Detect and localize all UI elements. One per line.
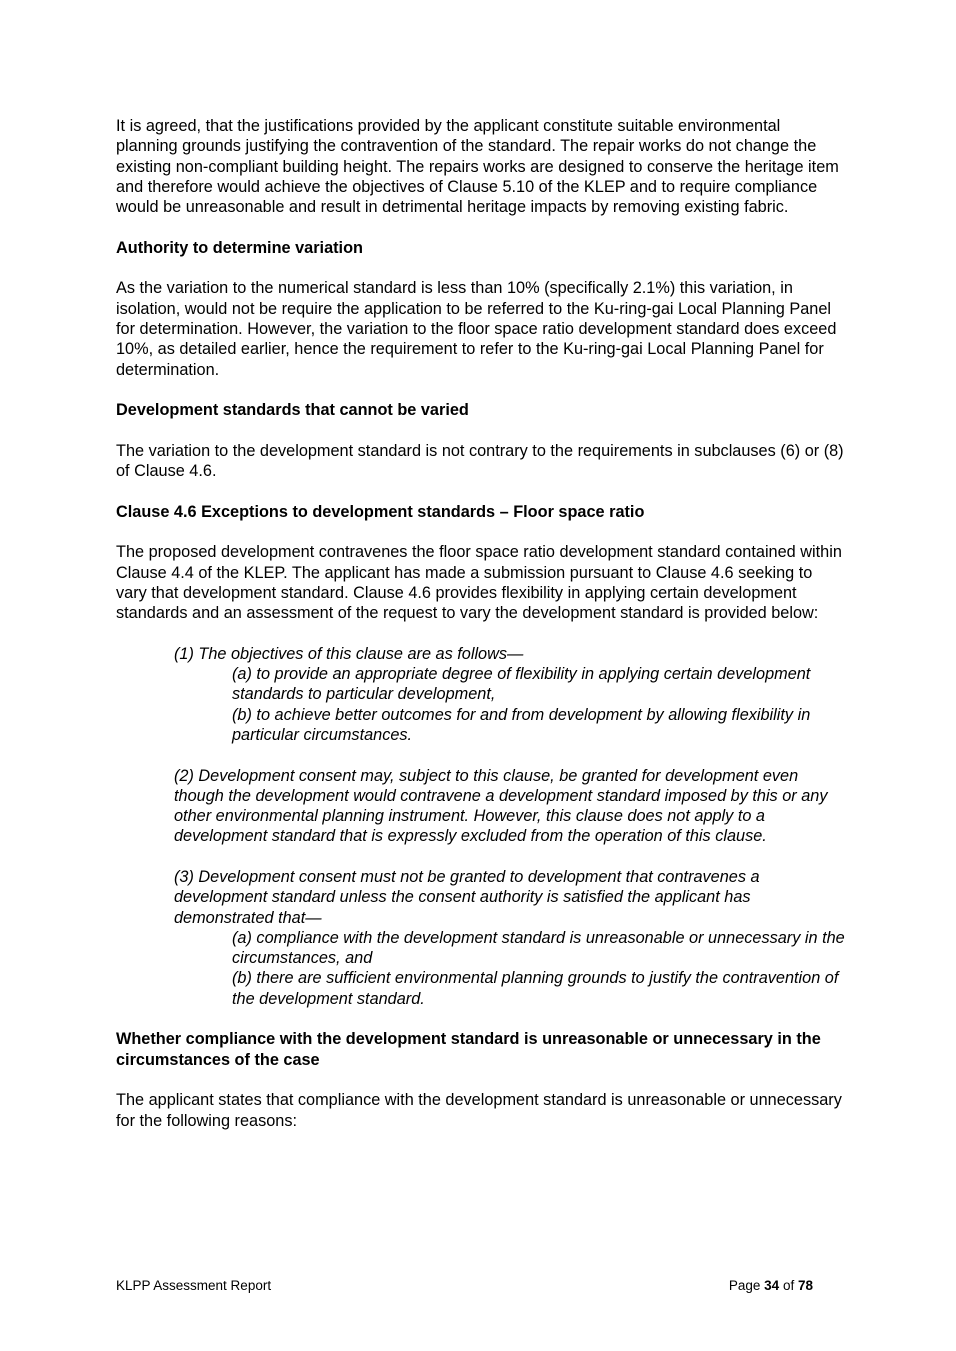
quote-objectives-a: (a) to provide an appropriate degree of flexibility in applying certain development standards to particular development, xyxy=(232,665,811,704)
quote-objectives-b: (b) to achieve better outcomes for and from development by allowing flexibility in particular circumstances. xyxy=(232,705,811,744)
paragraph-authority: As the variation to the numerical standard is less than 10% (specifically 2.1%) this variation, in isolation, would not be require the application to be referred to the Ku-ring-gai Local Planning Panel for determination. However, the variation to the floor space ratio development standard does exceed 10%, as detailed earlier, hence the requirement to refer to the Ku-ring-gai Local Planning Panel for determination. xyxy=(116,279,837,379)
heading-unreasonable: Whether compliance with the development standard is unreasonable or unnecessary in the circumstances of the case xyxy=(116,1030,821,1069)
footer-page-label: Page xyxy=(728,1278,761,1293)
quote-consent xyxy=(116,766,846,847)
quote-not-granted-intro: (3) Development consent must not be granted to development that contravenes a development standard unless the consent authority is satisfied the applicant has demonstrated that— xyxy=(174,867,760,927)
footer-total-pages: 78 xyxy=(797,1278,813,1293)
heading-cannot-be-varied: Development standards that cannot be varied xyxy=(116,401,469,420)
heading-authority: Authority to determine variation xyxy=(116,238,363,257)
paragraph-justification: It is agreed, that the justifications provided by the applicant constitute suitable environmental planning grounds justifying the contravention of the standard. The repair works do not change the existing non-compliant building height. The repairs works are designed to conserve the heritage item and therefore would achieve the objectives of Clause 5.10 of the KLEP and to require compliance would be unreasonable and result in detrimental heritage impacts by removing existing fabric. xyxy=(116,117,839,217)
quote-objectives-intro: (1) The objectives of this clause are as follows— xyxy=(174,644,524,663)
footer-current-page: 34 xyxy=(764,1278,780,1293)
paragraph-clause-4-6: The proposed development contravenes the floor space ratio development standard contained within Clause 4.4 of the KLEP. The applicant has made a submission pursuant to Clause 4.6 seeking to vary that development standard. Clause 4.6 provides flexibility in applying certain development standards and an assessment of the request to vary the development standard is provided below: xyxy=(116,543,842,623)
footer-of-label: of xyxy=(782,1278,795,1293)
paragraph-applicant-states: The applicant states that compliance with the development standard is unreasonable or unnecessary for the following reasons: xyxy=(116,1091,842,1130)
quote-not-granted xyxy=(116,867,846,1009)
paragraph-cannot-be-varied: The variation to the development standard is not contrary to the requirements in subclauses (6) or (8) of Clause 4.6. xyxy=(116,441,844,481)
page-content xyxy=(116,116,846,1151)
footer-report-name: KLPP Assessment Report xyxy=(116,1278,272,1293)
footer-page-number xyxy=(729,1278,813,1294)
quote-not-granted-b: (b) there are sufficient environmental planning grounds to justify the contravention of the development standard. xyxy=(232,969,839,1008)
quote-not-granted-a: (a) compliance with the development standard is unreasonable or unnecessary in the circumstances, and xyxy=(232,928,845,968)
quote-objectives xyxy=(116,644,846,745)
quote-consent-text: (2) Development consent may, subject to this clause, be granted for development even though the development would contravene a development standard imposed by this or any other environmental planning instrument. However, this clause does not apply to a development standard that is expressly excluded from the operation of this clause. xyxy=(174,766,828,846)
heading-clause-4-6: Clause 4.6 Exceptions to development standards – Floor space ratio xyxy=(116,502,645,521)
